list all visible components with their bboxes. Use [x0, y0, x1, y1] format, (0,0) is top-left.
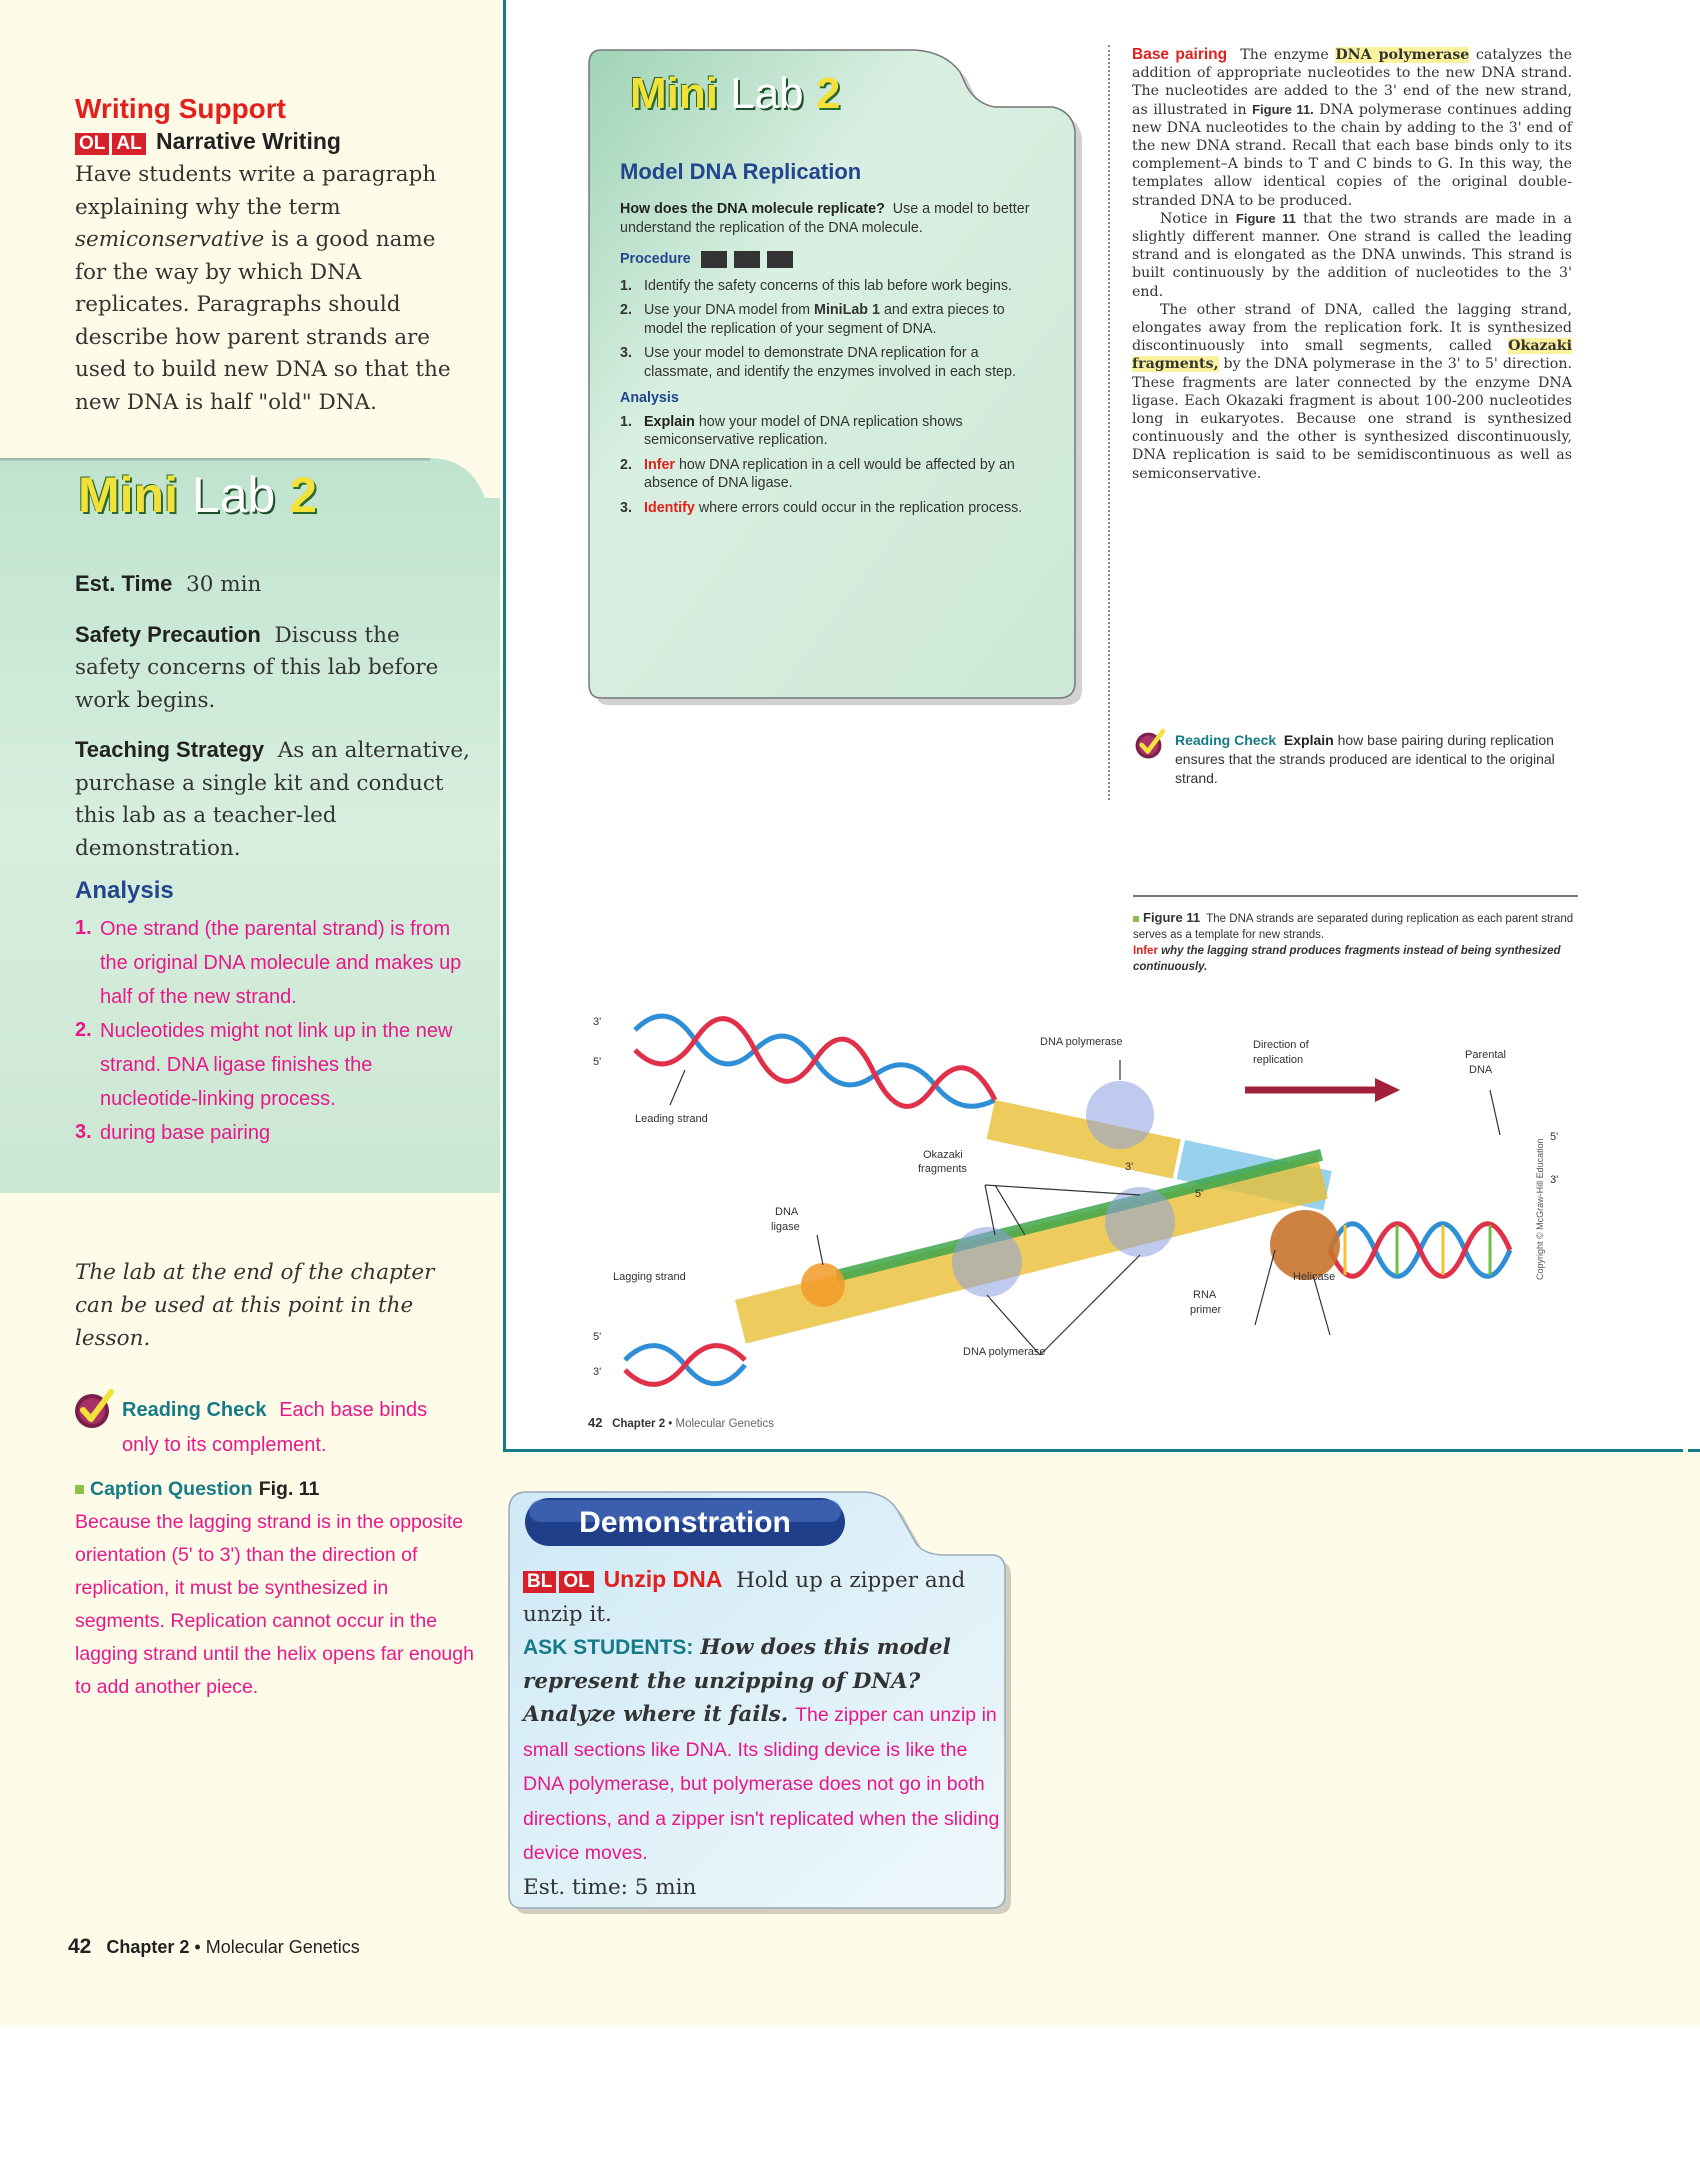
column-divider — [1108, 45, 1110, 800]
safety-icon-clothing — [734, 251, 760, 268]
analysis-step-verb: Infer — [644, 456, 675, 473]
tag-bl: BL — [523, 1571, 556, 1593]
label-okazaki-2: fragments — [918, 1163, 967, 1175]
safety-text: Discuss the safety concerns of this lab before work begins. — [75, 622, 439, 713]
p2-figure-ref: Figure 11 — [1235, 210, 1296, 226]
p1-highlight: DNA polymerase — [1335, 47, 1470, 63]
leader-line — [670, 1070, 685, 1105]
label-leading-strand: Leading strand — [635, 1113, 708, 1125]
demo-ask — [523, 1631, 1001, 1871]
body-text-column — [1132, 46, 1572, 483]
analysis-step-verb: Identify — [644, 499, 695, 516]
label-ligase-1: DNA — [775, 1206, 799, 1218]
writing-support-subtitle-row — [75, 128, 465, 155]
p1-c: DNA polymerase continues adding new DNA nucleotides to the chain by adding to the 3' end of the new DNA strand. Recall that each base binds only to its complement–A binds to T and C binds to G. In this way, the templates allow identical copies of the original double-stranded DNA to be produced. — [1132, 101, 1572, 209]
caption-question-label: Caption Question — [90, 1478, 253, 1500]
page-frame-tick — [1688, 1449, 1700, 1452]
tag-ol: OL — [559, 1571, 593, 1593]
analysis-step-num: 2. — [620, 456, 632, 473]
paragraph-head: Base pairing — [1132, 46, 1228, 63]
page-reading-check — [1175, 731, 1565, 788]
procedure-step-text: Use your model to demonstrate DNA replication for a classmate, and identify the enzymes involved in each step. — [644, 345, 1016, 380]
leader-line — [1040, 1255, 1140, 1355]
paragraph-3 — [1132, 301, 1572, 483]
demo-title: Demonstration — [579, 1506, 791, 1539]
analysis-step-text: how DNA replication in a cell would be affected by an absence of DNA ligase. — [644, 456, 1015, 491]
lagging-strand-bases — [735, 1149, 1328, 1344]
dna-polymerase-lagging-2 — [1105, 1187, 1175, 1257]
demo-answer: The zipper can unzip in small sections like DNA. Its sliding device is like the DNA polymerase, but polymerase does not go in both directions, and a zipper isn't replicated when the sliding device moves. — [523, 1704, 1000, 1864]
procedure-step-bold: MiniLab 1 — [814, 302, 880, 318]
parental-strand-b — [1330, 1224, 1510, 1277]
label-okazaki-1: Okazaki — [923, 1149, 963, 1161]
label-parental-2: DNA — [1469, 1064, 1493, 1076]
p3-highlight: Okazaki fragments, — [1132, 338, 1572, 373]
p3-b: by the DNA polymerase in the 3' to 5' direction. These fragments are later connected by the enzyme DNA ligase. Each Okazaki fragment is about 100-200 nucleotides long in eukaryotes. Because one strand is synthesized continuously and the other is synthesized discontinuously, DNA replication is said to be semidiscontinuous as well as semiconservative. — [1132, 356, 1572, 482]
figure-caption — [1133, 910, 1578, 975]
label-dna-polymerase-top: DNA polymerase — [1040, 1036, 1123, 1048]
label-end-3-mid: 3' — [1125, 1161, 1134, 1173]
figure-rule — [1133, 895, 1578, 897]
side-reading-check-text: Each base binds only to its complement. — [122, 1399, 428, 1456]
procedure-step — [620, 277, 1040, 296]
dna-ligase — [801, 1263, 845, 1307]
label-helicase: Helicase — [1293, 1271, 1336, 1283]
tag-al: AL — [112, 133, 145, 155]
writing-support-term: semiconservative — [75, 227, 265, 252]
side-analysis-text: Nucleotides might not link up in the new strand. DNA ligase finishes the nucleotide-linking process. — [100, 1019, 453, 1110]
minilab-box-title: Model DNA Replication — [620, 159, 862, 184]
teaching-text: As an alternative, purchase a single kit and conduct this lab as a teacher-led demonstration. — [75, 738, 470, 861]
caption-question-head — [75, 1472, 475, 1506]
p2-a: Notice in — [1160, 210, 1236, 227]
side-analysis-item — [75, 1014, 470, 1116]
procedure-row — [620, 250, 1040, 269]
demo-time: Est. time: 5 min — [523, 1874, 697, 1900]
procedure-list — [620, 277, 1040, 382]
check-icon — [73, 1388, 115, 1430]
label-end-5-mid: 5' — [1195, 1188, 1204, 1200]
writing-support-text-b: is a good name for the way by which DNA replicates. Paragraphs should describe how parent strands are used to build new DNA so that the new DNA is half "old" DNA. — [75, 227, 451, 415]
analysis-step-num: 3. — [620, 499, 632, 516]
caption-question-fig: Fig. 11 — [258, 1478, 320, 1500]
caption-question-text: Because the lagging strand is in the opposite orientation (5' to 3') than the direction of replication, it must be synthesized in segments. Replication cannot occur in the lagging strand until the helix opens far enough to add another piece. — [75, 1511, 474, 1698]
helicase — [1270, 1210, 1340, 1280]
label-end-3-top: 3' — [593, 1016, 602, 1028]
figure-caption-text: The DNA strands are separated during replication as each parent strand serves as a template for new strands. — [1133, 913, 1574, 941]
label-end-5-right: 5' — [1550, 1131, 1559, 1143]
minilab-box-question — [620, 200, 1040, 237]
demo-content — [523, 1563, 1001, 1904]
est-time-label: Est. Time — [75, 571, 173, 596]
procedure-step-num: 3. — [620, 345, 632, 361]
analysis-step-text: how your model of DNA replication shows semiconservative replication. — [644, 413, 963, 448]
side-footer: 42 Chapter 2 • Molecular Genetics — [68, 1935, 360, 1958]
p1-figure-ref: Figure 11. — [1252, 101, 1314, 117]
minilab-box-analysis-label: Analysis — [620, 390, 679, 406]
bullet-square — [1133, 916, 1139, 922]
page-footer-topic: Molecular Genetics — [675, 1418, 774, 1430]
leader-line — [985, 1185, 1140, 1195]
paragraph-base-pairing — [1132, 46, 1572, 210]
page-frame-bottom — [503, 1449, 1683, 1452]
page-footer-chapter: Chapter 2 — [612, 1418, 666, 1430]
side-analysis-text: during base pairing — [100, 1121, 271, 1144]
side-footer-topic: Molecular Genetics — [205, 1937, 360, 1957]
minilab-box-logo-mini: Mini — [630, 69, 718, 118]
analysis-step — [620, 456, 1040, 493]
safety-icon-eye — [701, 251, 727, 268]
p2-b: that the two strands are made in a slightly different manner. One strand is called the leading strand and is elongated as the DNA unwinds. This strand is built continuously by the addition of nucleotides to the 3' end. — [1132, 210, 1572, 300]
label-end-3-bot: 3' — [593, 1366, 602, 1378]
writing-support — [75, 92, 465, 419]
est-time — [75, 568, 470, 602]
side-minilab-content — [75, 568, 470, 1150]
label-dna-polymerase-bottom: DNA polymerase — [963, 1346, 1046, 1358]
p1-b: catalyzes the addition of appropriate nucleotides to the new DNA strand. The nucleotides are added to the 3' end of the new strand, as illustrated in — [1132, 47, 1573, 118]
safety-label: Safety Precaution — [75, 621, 261, 647]
side-footer-chapter: Chapter 2 — [106, 1937, 190, 1957]
label-rna-1: RNA — [1193, 1289, 1217, 1301]
demo-ask-question: How does this model represent the unzipping of DNA? Analyze where it fails. — [523, 1635, 951, 1727]
safety-precaution — [75, 619, 470, 718]
minilab-box-logo — [630, 68, 840, 120]
side-analysis-num: 1. — [75, 916, 92, 939]
label-direction-1: Direction of — [1253, 1039, 1309, 1051]
dna-replication-diagram — [585, 1000, 1585, 1400]
figure-infer-text: why the lagging strand produces fragments instead of being synthesized continuously. — [1133, 945, 1561, 973]
procedure-step-text-b: and extra pieces to model the replication of your segment of DNA. — [644, 302, 1005, 337]
writing-support-title: Writing Support — [75, 93, 286, 124]
side-reading-check — [122, 1392, 462, 1462]
side-reading-check-label: Reading Check — [122, 1399, 267, 1421]
page-reading-check-text: how base pairing during replication ensures that the strands produced are identical to the original strand. — [1175, 732, 1555, 786]
side-minilab-logo-num: 2 — [289, 467, 318, 523]
label-lagging-strand: Lagging strand — [613, 1271, 686, 1283]
analysis-step — [620, 499, 1040, 518]
page-reading-check-verb: Explain — [1283, 732, 1334, 748]
side-minilab-logo-lab: Lab — [191, 467, 276, 523]
procedure-step-num: 2. — [620, 302, 632, 318]
dna-polymerase-top — [1086, 1081, 1154, 1149]
label-ligase-2: ligase — [771, 1221, 800, 1233]
tag-ol: OL — [75, 133, 109, 155]
writing-support-text — [75, 159, 465, 419]
procedure-step-text: Identify the safety concerns of this lab before work begins. — [644, 277, 1012, 294]
label-end-3-right: 3' — [1550, 1174, 1559, 1186]
analysis-step-verb: Explain — [644, 413, 695, 430]
p1-a: The enzyme — [1240, 47, 1336, 63]
minilab-box-content — [620, 158, 1040, 523]
est-time-value: 30 min — [186, 572, 262, 597]
check-icon — [1134, 728, 1166, 760]
leader-line — [1313, 1275, 1330, 1335]
demo-text: Hold up a zipper and unzip it. — [523, 1568, 966, 1627]
analysis-step — [620, 413, 1040, 450]
procedure-step — [620, 344, 1040, 381]
demo-head: Unzip DNA — [603, 1566, 723, 1592]
page-footer-number: 42 — [588, 1415, 603, 1430]
procedure-step-num: 1. — [620, 277, 632, 294]
paragraph-2 — [1132, 210, 1572, 301]
p3-a: The other strand of DNA, called the lagging strand, elongates away from the replication fork. It is synthesized discontinuously into small segments, called — [1132, 301, 1572, 355]
side-minilab-logo — [78, 465, 317, 525]
label-parental-1: Parental — [1465, 1049, 1506, 1061]
side-analysis-item — [75, 912, 470, 1014]
side-analysis-list — [75, 912, 470, 1150]
caption-question — [75, 1472, 475, 1704]
leader-line — [817, 1235, 823, 1265]
label-end-5-top: 5' — [593, 1056, 602, 1068]
writing-support-text-a: Have students write a paragraph explaining why the term — [75, 162, 437, 220]
dna-polymerase-lagging-1 — [952, 1227, 1022, 1297]
minilab-box-question-text: Use a model to better understand the replication of the DNA molecule. — [620, 201, 1030, 236]
minilab-box-question-label: How does the DNA molecule replicate? — [620, 201, 885, 217]
leader-line — [1490, 1090, 1500, 1135]
leading-strand-helix — [635, 1016, 995, 1106]
analysis-step-text: where errors could occur in the replication process. — [698, 499, 1023, 516]
side-minilab-logo-mini: Mini — [78, 467, 178, 523]
teaching-strategy — [75, 734, 470, 865]
minilab-box-logo-lab: Lab — [730, 69, 804, 118]
side-footer-page: 42 — [68, 1935, 92, 1958]
bullet-square — [75, 1485, 84, 1494]
lagging-strand-helix — [625, 1346, 745, 1385]
parental-dna-helix — [1330, 1224, 1510, 1277]
label-rna-2: primer — [1190, 1304, 1222, 1316]
label-end-5-bot: 5' — [593, 1331, 602, 1343]
side-analysis-num: 2. — [75, 1018, 92, 1041]
demo-ask-label: ASK STUDENTS: — [523, 1636, 694, 1659]
safety-icon-hand — [767, 251, 793, 268]
procedure-step-text: Use your DNA model from — [644, 302, 815, 318]
leader-line — [1255, 1250, 1275, 1325]
lagging-bases — [735, 1155, 1328, 1344]
minilab-box-analysis-list — [620, 413, 1040, 518]
side-analysis-text: One strand (the parental strand) is from the original DNA molecule and makes up half of the new strand. — [100, 917, 462, 1008]
teaching-label: Teaching Strategy — [75, 737, 265, 762]
minilab-box-logo-num: 2 — [815, 69, 841, 118]
writing-support-subtitle: Narrative Writing — [156, 128, 341, 154]
analysis-step-num: 1. — [620, 413, 632, 430]
side-analysis-num: 3. — [75, 1120, 92, 1143]
lab-note: The lab at the end of the chapter can be used at this point in the lesson. — [75, 1260, 435, 1351]
figure-label: Figure 11 — [1143, 910, 1201, 925]
figure-infer-label: Infer — [1133, 945, 1158, 957]
page-footer: 42 Chapter 2 • Molecular Genetics — [588, 1415, 774, 1430]
direction-arrowhead — [1375, 1078, 1400, 1102]
procedure-label: Procedure — [620, 251, 691, 267]
page-reading-check-label: Reading Check — [1175, 732, 1277, 748]
side-analysis-title: Analysis — [75, 877, 174, 904]
demo-head-row — [523, 1563, 1001, 1631]
copyright-notice: Copyright © McGraw-Hill Education — [1535, 1138, 1545, 1280]
side-analysis-item — [75, 1116, 470, 1150]
label-direction-2: replication — [1253, 1054, 1304, 1066]
procedure-step — [620, 301, 1040, 338]
